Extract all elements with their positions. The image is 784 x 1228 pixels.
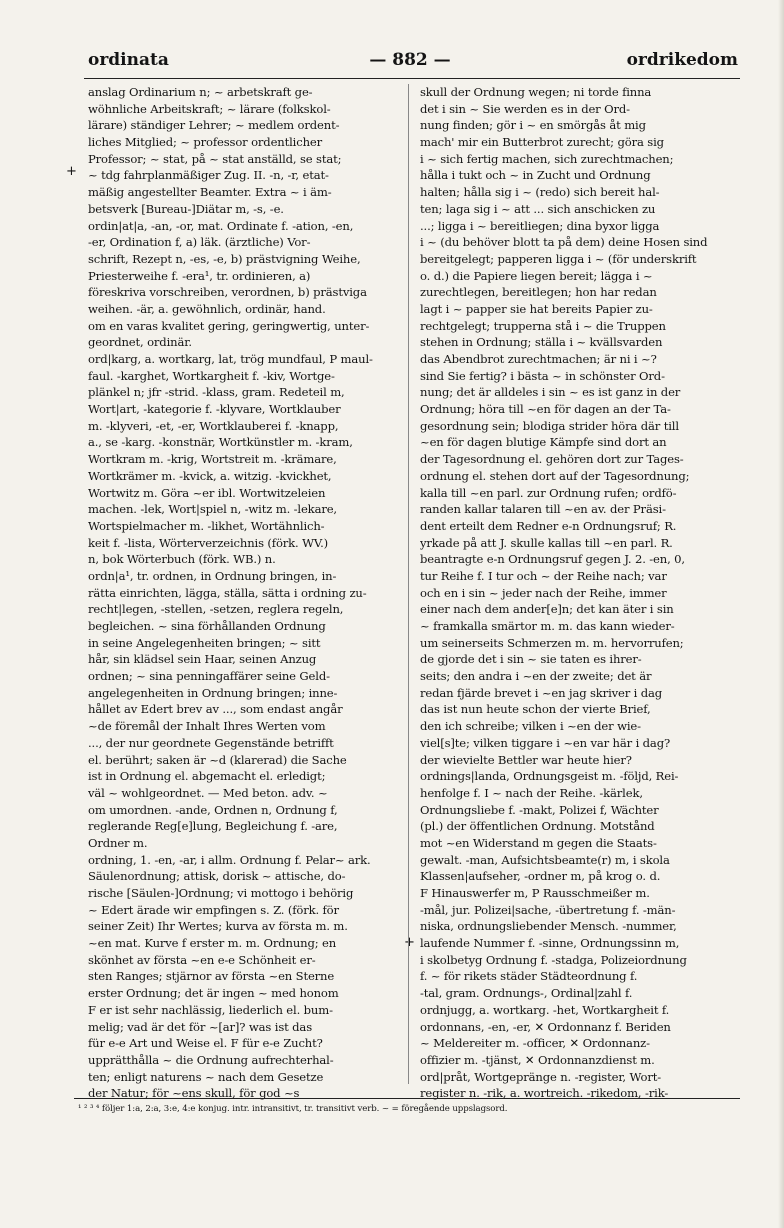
dictionary-line: om en varas kvalitet gering, geringwertig, unter-: [88, 318, 370, 333]
dictionary-line: gewalt. -man, Aufsichtsbeamte(r) m, i skola: [420, 852, 670, 867]
dictionary-line: mach' mir ein Butterbrot zurecht; göra sig: [420, 135, 664, 150]
dictionary-line: machen. -lek, Wort|spiel n, -witz m. -lekare,: [88, 502, 337, 517]
dictionary-line: keit f. -lista, Wörterverzeichnis (förk. WV.): [88, 535, 328, 550]
margin-plus-mark: +: [66, 164, 77, 179]
dictionary-line: ~en mat. Kurve f erster m. m. Ordnung; en: [88, 936, 337, 951]
dictionary-line: rechtgelegt; trupperna stå i ~ die Truppen: [420, 318, 666, 333]
dictionary-line: den ich schreibe; vilken i ~en der wie-: [420, 719, 641, 734]
dictionary-line: der wievielte Bettler war heute hier?: [420, 752, 632, 767]
page-header: [82, 50, 738, 78]
dictionary-line: ~ Meldereiter m. -officer, ✕ Ordonnanz-: [420, 1036, 650, 1051]
dictionary-line: ist in Ordnung el. abgemacht el. erledigt;: [88, 769, 326, 784]
dictionary-line: föreskriva vorschreiben, verordnen, b) prästviga: [88, 285, 367, 300]
left-column: [88, 84, 406, 1102]
dictionary-line: ordning, 1. -en, -ar, i allm. Ordnung f. Pelar~ ark.: [88, 852, 371, 867]
dictionary-line: seits; den andra i ~en der zweite; det är: [420, 669, 652, 684]
dictionary-line: geordnet, ordinär.: [88, 335, 192, 350]
dictionary-line: ordonnans, -en, -er, ✕ Ordonnanz f. Beriden: [420, 1019, 671, 1034]
dictionary-line: bereitgelegt; papperen ligga i ~ (för underskrift: [420, 251, 697, 266]
dictionary-line: rätta einrichten, lägga, ställa, sätta i ordning zu-: [88, 585, 367, 600]
dictionary-line: der Tagesordnung el. gehören dort zur Tages-: [420, 452, 684, 467]
dictionary-line: beantragte e-n Ordnungsruf gegen J. 2. -en, 0,: [420, 552, 685, 567]
dictionary-line: ...; ligga i ~ bereitliegen; dina byxor ligga: [420, 218, 660, 233]
dictionary-line: hår, sin klädsel sein Haar, seinen Anzug: [88, 652, 317, 667]
dictionary-line: Wortkram m. -krig, Wortstreit m. -krämare,: [88, 452, 337, 467]
dictionary-line: el. berührt; saken är ~d (klarerad) die Sache: [88, 752, 347, 767]
dictionary-line: i ~ sich fertig machen, sich zurechtmachen;: [420, 151, 674, 166]
dictionary-line: wöhnliche Arbeitskraft; ~ lärare (folkskol-: [88, 101, 331, 116]
dictionary-line: in seine Angelegenheiten bringen; ~ sitt: [88, 635, 321, 650]
dictionary-line: n, bok Wörterbuch (förk. WB.) n.: [88, 552, 276, 567]
dictionary-line: ordnen; ~ sina penningaffärer seine Geld-: [88, 669, 330, 684]
right-column: [420, 84, 738, 1102]
dictionary-line: upprätthålla ~ die Ordnung aufrechterhal-: [88, 1052, 334, 1067]
dictionary-line: gesordnung sein; blodiga strider höra där till: [420, 418, 679, 433]
dictionary-line: einer nach dem ander[e]n; det kan äter i sin: [420, 602, 674, 617]
dictionary-line: nung finden; gör i ~ en smörgås åt mig: [420, 118, 646, 133]
dictionary-line: liches Mitglied; ~ professor ordentlicher: [88, 135, 322, 150]
dictionary-line: ordnings|landa, Ordnungsgeist m. -följd, Rei-: [420, 769, 679, 784]
dictionary-line: ten; laga sig i ~ att ... sich anschicken zu: [420, 201, 656, 216]
dictionary-line: Ordnung; höra till ~en för dagen an der Ta-: [420, 402, 671, 417]
dictionary-line: ordnung el. stehen dort auf der Tagesordnung;: [420, 468, 690, 483]
dictionary-line: offizier m. -tjänst, ✕ Ordonnanzdienst m.: [420, 1052, 655, 1067]
dictionary-line: nung; det är alldeles i sin ~ es ist ganz in der: [420, 385, 681, 400]
dictionary-line: redan fjärde brevet i ~en jag skriver i dag: [420, 685, 663, 700]
dictionary-line: F Hinauswerfer m, P Rausschmeißer m.: [420, 886, 650, 900]
dictionary-line: henfolge f. I ~ nach der Reihe. -kärlek,: [420, 785, 643, 800]
dictionary-line: Wortspielmacher m. -likhet, Wortähnlich-: [88, 518, 325, 533]
header-left-guide-word: ordinata: [88, 50, 169, 70]
dictionary-line: anslag Ordinarium n; ~ arbetskraft ge-: [88, 85, 313, 99]
dictionary-line: ordn|a¹, tr. ordnen, in Ordnung bringen, in-: [88, 568, 337, 583]
dictionary-line: um seinerseits Schmerzen m. m. hervorrufen;: [420, 635, 684, 650]
dictionary-line: -tal, gram. Ordnungs-, Ordinal|zahl f.: [420, 986, 633, 1001]
dictionary-line: i skolbetyg Ordnung f. -stadga, Polizeiordnung: [420, 952, 687, 967]
dictionary-line: tur Reihe f. I tur och ~ der Reihe nach; var: [420, 568, 667, 583]
dictionary-line: a., se -karg. -konstnär, Wortkünstler m. -kram,: [88, 435, 353, 450]
dictionary-line: reglerande Reg[e]lung, Begleichung f. -are,: [88, 819, 338, 834]
dictionary-line: viel[s]te; vilken tiggare i ~en var här i dag?: [420, 735, 671, 750]
dictionary-line: yrkade på att J. skulle kallas till ~en parl. R.: [420, 535, 673, 550]
dictionary-line: betsverk [Bureau-]Diätar m, -s, -e.: [88, 201, 284, 216]
dictionary-line: F er ist sehr nachlässig, liederlich el. bum-: [88, 1002, 333, 1017]
dictionary-line: i ~ (du behöver blott ta på dem) deine Hosen sind: [420, 235, 708, 250]
dictionary-line: laufende Nummer f. -sinne, Ordnungssinn m,: [420, 936, 680, 951]
scan-edge-shadow: [778, 0, 784, 1228]
dictionary-line: Klassen|aufseher, -ordner m, på krog o. d.: [420, 869, 661, 884]
dictionary-line: Ordnungsliebe f. -makt, Polizei f, Wächter: [420, 802, 659, 817]
dictionary-line: das ist nun heute schon der vierte Brief,: [420, 702, 651, 717]
dictionary-line: sind Sie fertig? i bästa ~ in schönster Ord-: [420, 368, 665, 383]
dictionary-line: recht|legen, -stellen, -setzen, reglera regeln,: [88, 602, 344, 617]
dictionary-line: randen kallar talaren till ~en av. der Präsi-: [420, 502, 666, 517]
dictionary-line: sten Ranges; stjärnor av första ~en Sterne: [88, 969, 335, 984]
dictionary-line: Priesterweihe f. -era¹, tr. ordinieren, a): [88, 268, 311, 283]
dictionary-line: (pl.) der öffentlichen Ordnung. Motstånd: [420, 819, 655, 834]
dictionary-line: lärare) ständiger Lehrer; ~ medlem ordent-: [88, 118, 340, 133]
dictionary-line: ~ Edert ärade wir empfingen s. Z. (förk. för: [88, 902, 339, 917]
dictionary-line: de gjorde det i sin ~ sie taten es ihrer-: [420, 652, 642, 667]
dictionary-line: stehen in Ordnung; ställa i ~ kvällsvarden: [420, 335, 663, 350]
margin-plus-mark: +: [404, 935, 415, 950]
dictionary-line: ~en för dagen blutige Kämpfe sind dort an: [420, 435, 667, 450]
dictionary-line: für e-e Art und Weise el. F für e-e Zucht?: [88, 1036, 323, 1051]
dictionary-line: lagt i ~ papper sie hat bereits Papier zu-: [420, 301, 653, 316]
page-number: — 882 —: [369, 50, 451, 70]
dictionary-line: skönhet av första ~en e-e Schönheit er-: [88, 952, 316, 967]
dictionary-line: mot ~en Widerstand m gegen die Staats-: [420, 835, 657, 850]
dictionary-line: väl ~ wohlgeordnet. — Med beton. adv. ~: [88, 785, 328, 800]
dictionary-line: begleichen. ~ sina förhållanden Ordnung: [88, 619, 326, 633]
dictionary-line: kalla till ~en parl. zur Ordnung rufen; ordfö-: [420, 485, 677, 500]
dictionary-line: hållet av Edert brev av ..., som endast angår: [88, 702, 343, 717]
dictionary-line: ordin|at|a, -an, -or, mat. Ordinate f. -ation, -en,: [88, 218, 354, 233]
header-rule: [84, 78, 740, 79]
dictionary-line: ~ framkalla smärtor m. m. das kann wieder-: [420, 619, 675, 633]
dictionary-line: plänkel n; jfr -strid. -klass, gram. Redeteil m,: [88, 385, 345, 400]
dictionary-line: weihen. -är, a. gewöhnlich, ordinär, hand.: [88, 301, 326, 316]
dictionary-line: niska, ordnungsliebender Mensch. -nummer,: [420, 919, 677, 934]
dictionary-line: Professor; ~ stat, på ~ stat anställd, se stat;: [88, 151, 342, 166]
dictionary-line: f. ~ för rikets städer Städteordnung f.: [420, 969, 638, 984]
dictionary-line: -er, Ordination f, a) läk. (ärztliche) Vor-: [88, 235, 311, 250]
dictionary-line: register n. -rik, a. wortreich. -rikedom, -rik-: [420, 1086, 669, 1101]
dictionary-line: o. d.) die Papiere liegen bereit; lägga i ~: [420, 268, 653, 283]
dictionary-line: ..., der nur geordnete Gegenstände betrifft: [88, 735, 334, 750]
dictionary-line: hålla i tukt och ~ in Zucht und Ordnung: [420, 168, 651, 183]
dictionary-line: das Abendbrot zurechtmachen; är ni i ~?: [420, 352, 657, 366]
footer-legend: ¹ ² ³ ⁴ följer 1:a, 2:a, 3:e, 4:e konjug. intr. intransitivt, tr. transitivt verb. ~ = föregående uppslagsord.: [78, 1104, 508, 1114]
dictionary-line: der Natur; för ~ens skull, för god ~s: [88, 1086, 300, 1101]
dictionary-line: Säulenordnung; attisk, dorisk ~ attische, do-: [88, 869, 346, 884]
dictionary-line: det i sin ~ Sie werden es in der Ord-: [420, 101, 630, 116]
dictionary-line: mäßig angestellter Beamter. Extra ~ i äm-: [88, 185, 332, 200]
dictionary-line: dent erteilt dem Redner e-n Ordnungsruf; R.: [420, 518, 677, 533]
dictionary-line: faul. -karghet, Wortkargheit f. -kiv, Wortge-: [88, 368, 335, 383]
dictionary-line: Ordner m.: [88, 835, 148, 850]
dictionary-line: ~ tdg fahrplanmäßiger Zug. II. -n, -r, etat-: [88, 168, 329, 183]
dictionary-line: rische [Säulen-]Ordnung; vi mottogo i behörig: [88, 886, 354, 900]
dictionary-line: ten; enligt naturens ~ nach dem Gesetze: [88, 1069, 324, 1084]
column-divider: [408, 84, 409, 1084]
dictionary-line: halten; hålla sig i ~ (redo) sich bereit hal-: [420, 185, 660, 200]
dictionary-line: ordnjugg, a. wortkarg. -het, Wortkargheit f.: [420, 1002, 670, 1017]
dictionary-line: ord|karg, a. wortkarg, lat, trög mundfaul, P maul-: [88, 352, 373, 366]
dictionary-line: och en i sin ~ jeder nach der Reihe, immer: [420, 585, 667, 600]
dictionary-line: Wortkrämer m. -kvick, a. witzig. -kvickhet,: [88, 468, 332, 483]
dictionary-line: m. -klyveri, -et, -er, Wortklauberei f. -knapp,: [88, 418, 339, 433]
dictionary-line: angelegenheiten in Ordnung bringen; inne-: [88, 685, 338, 700]
dictionary-line: ~de föremål der Inhalt Ihres Werten vom: [88, 719, 326, 734]
dictionary-line: Wort|art, -kategorie f. -klyvare, Wortklauber: [88, 402, 341, 417]
footer-rule: [74, 1098, 740, 1099]
dictionary-line: skull der Ordnung wegen; ni torde finna: [420, 85, 652, 99]
dictionary-line: melig; vad är det för ~[ar]? was ist das: [88, 1019, 312, 1034]
dictionary-line: om umordnen. -ande, Ordnen n, Ordnung f,: [88, 802, 338, 817]
dictionary-line: schrift, Rezept n, -es, -e, b) prästvigning Weihe,: [88, 251, 361, 266]
dictionary-line: seiner Zeit) Ihr Wertes; kurva av första m. m.: [88, 919, 348, 934]
dictionary-line: -mål, jur. Polizei|sache, -übertretung f. -män-: [420, 902, 676, 917]
dictionary-line: ord|pråt, Wortgepränge n. -register, Wort-: [420, 1069, 661, 1084]
dictionary-line: zurechtlegen, bereitlegen; hon har redan: [420, 285, 657, 300]
header-right-guide-word: ordrikedom: [626, 50, 738, 70]
dictionary-line: erster Ordnung; det är ingen ~ med honom: [88, 986, 339, 1001]
dictionary-line: Wortwitz m. Göra ~er ibl. Wortwitzeleien: [88, 485, 326, 500]
